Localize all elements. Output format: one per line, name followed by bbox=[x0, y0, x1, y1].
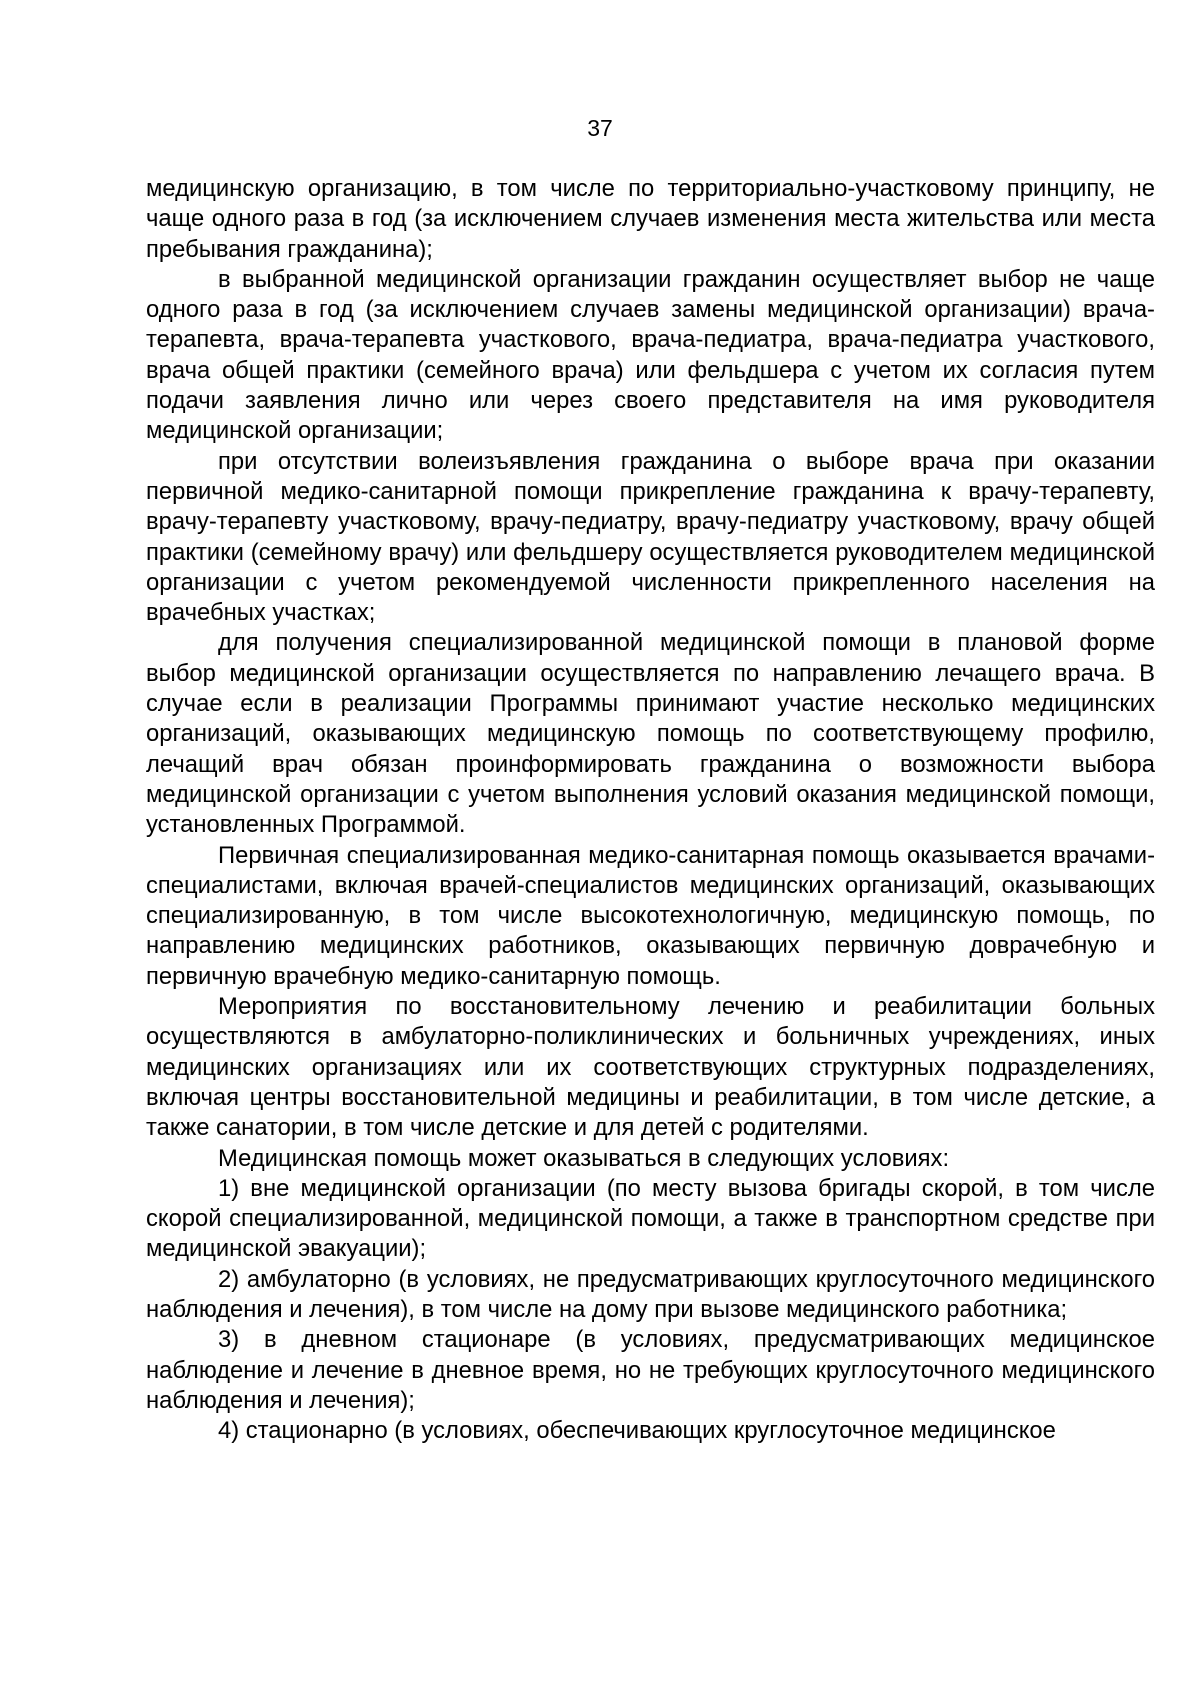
paragraph: Первичная специализированная медико-санитарная помощь оказывается врачами-специалистами, включая врачей-специалистов медицинских организаций, оказывающих специализированную, в том числе высокотехнологичную, медицинскую помощь, по направлению медицинских работников, оказывающих первичную доврачебную и первичную врачебную медико-санитарную помощь. bbox=[146, 841, 1155, 990]
paragraph: медицинскую организацию, в том числе по территориально-участковому принципу, не чаще одного раза в год (за исключением случаев изменения места жительства или места пребывания гражданина); bbox=[146, 175, 1155, 263]
document-body bbox=[146, 174, 1155, 1446]
list-item: 3) в дневном стационаре (в условиях, предусматривающих медицинское наблюдение и лечение в дневное время, но не требующих круглосуточного медицинского наблюдения и лечения); bbox=[146, 1326, 1155, 1414]
list-item: 2) амбулаторно (в условиях, не предусматривающих круглосуточного медицинского наблюдения и лечения), в том числе на дому при вызове медицинского работника; bbox=[146, 1265, 1155, 1323]
paragraph: при отсутствии волеизъявления гражданина о выборе врача при оказании первичной медико-санитарной помощи прикрепление гражданина к врачу-терапевту, врачу-терапевту участковому, врачу-педиатру, врачу-педиатру участковому, врачу общей практики (семейному врачу) или фельдшеру осуществляется руководителем медицинской организации с учетом рекомендуемой численности прикрепленного населения на врачебных участках; bbox=[146, 447, 1155, 627]
paragraph: Мероприятия по восстановительному лечению и реабилитации больных осуществляются в амбулаторно-поликлинических и больничных учреждениях, иных медицинских организациях или их соответствующих структурных подразделениях, включая центры восстановительной медицины и реабилитации, в том числе детские, а также санатории, в том числе детские и для детей с родителями. bbox=[146, 993, 1155, 1142]
paragraph: для получения специализированной медицинской помощи в плановой форме выбор медицинской организации осуществляется по направлению лечащего врача. В случае если в реализации Программы принимают участие несколько медицинских организаций, оказывающих медицинскую помощь по соответствующему профилю, лечащий врач обязан проинформировать гражданина о возможности выбора медицинской организации с учетом выполнения условий оказания медицинской помощи, установленных Программой. bbox=[146, 629, 1155, 839]
list-item: 4) стационарно (в условиях, обеспечивающих круглосуточное медицинское bbox=[218, 1417, 1056, 1445]
list-item: 1) вне медицинской организации (по месту вызова бригады скорой, в том числе скорой специализированной, медицинской помощи, а также в транспортном средстве при медицинской эвакуации); bbox=[146, 1174, 1155, 1263]
page-number: 37 bbox=[587, 115, 613, 141]
paragraph: в выбранной медицинской организации гражданин осуществляет выбор не чаще одного раза в год (за исключением случаев замены медицинской организации) врача-терапевта, врача-терапевта участкового, врача-педиатра, врача-педиатра участкового, врача общей практики (семейного врача) или фельдшера с учетом их согласия путем подачи заявления лично или через своего представителя на имя руководителя медицинской организации; bbox=[146, 265, 1155, 445]
paragraph: Медицинская помощь может оказываться в следующих условиях: bbox=[218, 1144, 950, 1172]
